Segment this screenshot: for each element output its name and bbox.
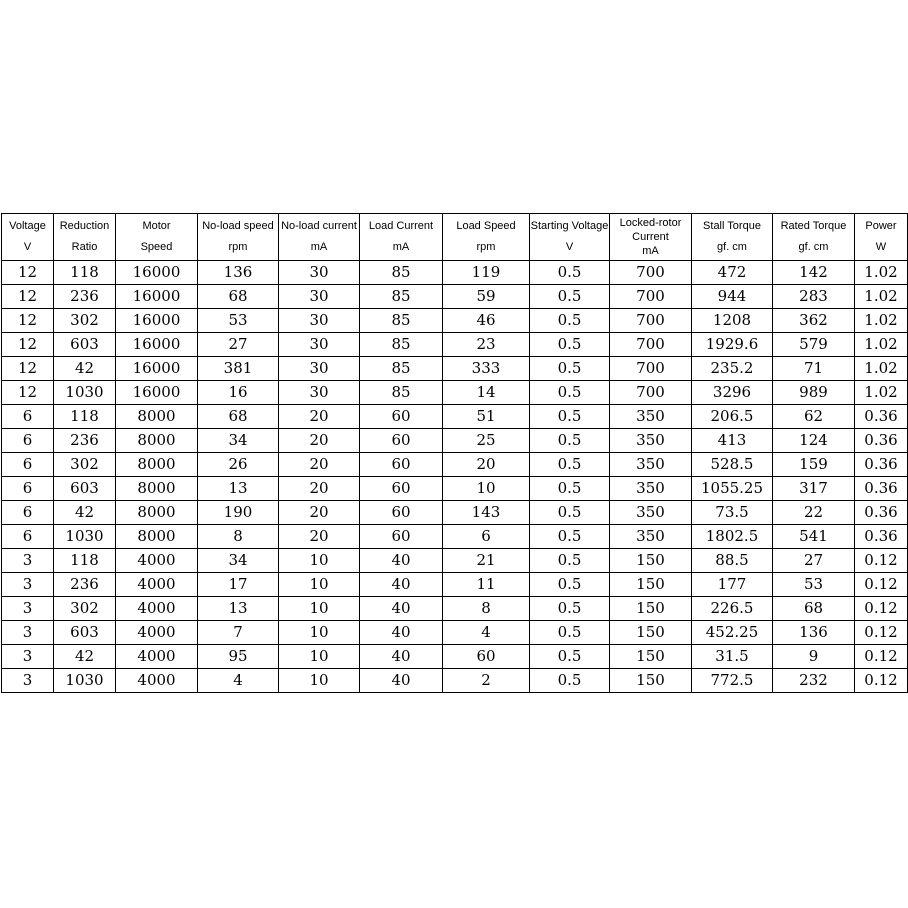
column-header-line: V	[23, 241, 32, 253]
table-cell: 20	[279, 429, 360, 453]
table-cell: 124	[773, 429, 855, 453]
table-cell: 6	[2, 429, 54, 453]
table-cell: 0.36	[855, 501, 908, 525]
table-cell: 85	[360, 333, 443, 357]
table-cell: 4	[443, 621, 530, 645]
column-header	[443, 214, 530, 261]
column-header-line: Motor	[142, 220, 171, 232]
table-cell: 6	[2, 477, 54, 501]
column-header	[692, 214, 773, 261]
table-cell: 11	[443, 573, 530, 597]
table-cell: 27	[773, 549, 855, 573]
table-cell: 0.12	[855, 669, 908, 693]
column-header-line: mA	[642, 245, 659, 257]
table-cell: 8000	[116, 525, 198, 549]
table-cell: 0.36	[855, 429, 908, 453]
column-header-line: V	[565, 241, 574, 253]
table-cell: 85	[360, 285, 443, 309]
table-cell: 68	[198, 405, 279, 429]
table-cell: 13	[198, 597, 279, 621]
table-cell: 16000	[116, 381, 198, 405]
table-cell: 700	[610, 333, 692, 357]
table-cell: 20	[279, 405, 360, 429]
table-cell: 53	[773, 573, 855, 597]
table-cell: 603	[54, 621, 116, 645]
table-cell: 51	[443, 405, 530, 429]
table-cell: 118	[54, 549, 116, 573]
table-row	[2, 333, 908, 357]
table-row	[2, 621, 908, 645]
header-row	[2, 214, 908, 261]
table-cell: 0.36	[855, 405, 908, 429]
table-cell: 40	[360, 621, 443, 645]
table-cell: 1.02	[855, 309, 908, 333]
table-cell: 6	[2, 453, 54, 477]
table-cell: 85	[360, 309, 443, 333]
table-cell: 2	[443, 669, 530, 693]
column-header-line: gf. cm	[717, 241, 747, 253]
column-header-line: Speed	[140, 241, 173, 253]
column-header-line: No-load current	[281, 220, 357, 232]
table-cell: 6	[2, 525, 54, 549]
table-cell: 23	[443, 333, 530, 357]
table-cell: 7	[198, 621, 279, 645]
table-cell: 302	[54, 309, 116, 333]
column-header	[2, 214, 54, 261]
table-cell: 0.5	[530, 501, 610, 525]
table-cell: 88.5	[692, 549, 773, 573]
table-cell: 1055.25	[692, 477, 773, 501]
table-cell: 8000	[116, 429, 198, 453]
table-cell: 302	[54, 597, 116, 621]
table-cell: 143	[443, 501, 530, 525]
table-cell: 12	[2, 357, 54, 381]
table-cell: 59	[443, 285, 530, 309]
table-cell: 6	[443, 525, 530, 549]
column-header-line: Power	[865, 220, 897, 232]
column-header-line: Stall Torque	[703, 220, 761, 232]
table-cell: 142	[773, 261, 855, 285]
table-cell: 3	[2, 621, 54, 645]
table-cell: 0.5	[530, 429, 610, 453]
table-cell: 40	[360, 597, 443, 621]
table-cell: 8000	[116, 405, 198, 429]
table-cell: 989	[773, 381, 855, 405]
column-header	[855, 214, 908, 261]
table-cell: 317	[773, 477, 855, 501]
column-header-line: Starting Voltage	[530, 220, 609, 232]
column-header-line: Rated Torque	[780, 220, 847, 232]
table-cell: 95	[198, 645, 279, 669]
table-cell: 85	[360, 357, 443, 381]
table-cell: 350	[610, 405, 692, 429]
table-cell: 3	[2, 549, 54, 573]
table-cell: 4000	[116, 549, 198, 573]
table-cell: 16	[198, 381, 279, 405]
table-cell: 150	[610, 645, 692, 669]
table-cell: 232	[773, 669, 855, 693]
table-cell: 603	[54, 477, 116, 501]
table-cell: 118	[54, 405, 116, 429]
table-cell: 40	[360, 645, 443, 669]
table-cell: 236	[54, 573, 116, 597]
table-cell: 10	[279, 573, 360, 597]
table-cell: 30	[279, 357, 360, 381]
table-cell: 177	[692, 573, 773, 597]
table-cell: 0.5	[530, 645, 610, 669]
column-header	[360, 214, 443, 261]
table-cell: 700	[610, 285, 692, 309]
table-cell: 6	[2, 405, 54, 429]
table-cell: 472	[692, 261, 773, 285]
table-cell: 413	[692, 429, 773, 453]
table-cell: 8000	[116, 453, 198, 477]
table-row	[2, 381, 908, 405]
table-cell: 16000	[116, 285, 198, 309]
table-cell: 25	[443, 429, 530, 453]
table-cell: 10	[279, 549, 360, 573]
column-header-line: gf. cm	[798, 241, 829, 253]
table-cell: 4	[198, 669, 279, 693]
table-cell: 118	[54, 261, 116, 285]
table-cell: 350	[610, 453, 692, 477]
table-cell: 10	[279, 645, 360, 669]
table-cell: 62	[773, 405, 855, 429]
table-cell: 20	[279, 477, 360, 501]
table-cell: 700	[610, 357, 692, 381]
table-cell: 362	[773, 309, 855, 333]
table-cell: 235.2	[692, 357, 773, 381]
table-cell: 700	[610, 309, 692, 333]
table-cell: 0.5	[530, 621, 610, 645]
column-header-line: rpm	[228, 241, 248, 253]
table-cell: 236	[54, 429, 116, 453]
table-cell: 12	[2, 309, 54, 333]
table-cell: 20	[443, 453, 530, 477]
table-cell: 4000	[116, 621, 198, 645]
table-cell: 8	[443, 597, 530, 621]
table-cell: 1.02	[855, 285, 908, 309]
table-cell: 119	[443, 261, 530, 285]
table-cell: 10	[279, 597, 360, 621]
table-cell: 0.5	[530, 597, 610, 621]
motor-spec-table	[1, 213, 908, 693]
table-cell: 68	[773, 597, 855, 621]
table-cell: 0.5	[530, 261, 610, 285]
table-row	[2, 501, 908, 525]
table-cell: 21	[443, 549, 530, 573]
table-row	[2, 477, 908, 501]
table-cell: 0.5	[530, 333, 610, 357]
table-cell: 3	[2, 597, 54, 621]
table-cell: 302	[54, 453, 116, 477]
column-header	[116, 214, 198, 261]
table-cell: 0.5	[530, 381, 610, 405]
table-cell: 1929.6	[692, 333, 773, 357]
table-cell: 0.5	[530, 405, 610, 429]
table-cell: 190	[198, 501, 279, 525]
table-cell: 12	[2, 333, 54, 357]
table-cell: 0.5	[530, 453, 610, 477]
table-row	[2, 573, 908, 597]
table-cell: 16000	[116, 261, 198, 285]
table-cell: 944	[692, 285, 773, 309]
table-row	[2, 285, 908, 309]
column-header-line: Ratio	[71, 241, 98, 253]
table-cell: 150	[610, 669, 692, 693]
table-cell: 0.5	[530, 549, 610, 573]
table-cell: 20	[279, 453, 360, 477]
table-cell: 226.5	[692, 597, 773, 621]
table-cell: 0.5	[530, 357, 610, 381]
table-cell: 0.36	[855, 477, 908, 501]
table-cell: 30	[279, 285, 360, 309]
table-body	[2, 261, 908, 693]
table-cell: 0.5	[530, 669, 610, 693]
table-cell: 85	[360, 381, 443, 405]
column-header	[54, 214, 116, 261]
table-cell: 40	[360, 573, 443, 597]
table-cell: 16000	[116, 357, 198, 381]
table-cell: 350	[610, 525, 692, 549]
table-row	[2, 549, 908, 573]
table-cell: 53	[198, 309, 279, 333]
table-cell: 236	[54, 285, 116, 309]
table-cell: 6	[2, 501, 54, 525]
column-header-line: rpm	[476, 241, 496, 253]
table-cell: 1030	[54, 381, 116, 405]
table-cell: 42	[54, 357, 116, 381]
table-cell: 579	[773, 333, 855, 357]
column-header-line: No-load speed	[202, 220, 274, 232]
table-cell: 1.02	[855, 357, 908, 381]
table-cell: 8	[198, 525, 279, 549]
table-cell: 4000	[116, 669, 198, 693]
table-cell: 206.5	[692, 405, 773, 429]
table-row	[2, 405, 908, 429]
table-cell: 30	[279, 309, 360, 333]
table-cell: 0.12	[855, 597, 908, 621]
table-cell: 3	[2, 669, 54, 693]
table-cell: 22	[773, 501, 855, 525]
table-cell: 68	[198, 285, 279, 309]
table-row	[2, 309, 908, 333]
table-cell: 150	[610, 597, 692, 621]
table-cell: 1.02	[855, 381, 908, 405]
table-cell: 42	[54, 645, 116, 669]
table-cell: 1030	[54, 669, 116, 693]
table-cell: 9	[773, 645, 855, 669]
table-cell: 30	[279, 261, 360, 285]
table-cell: 31.5	[692, 645, 773, 669]
table-cell: 0.5	[530, 525, 610, 549]
table-cell: 136	[198, 261, 279, 285]
table-cell: 1.02	[855, 261, 908, 285]
table-cell: 4000	[116, 573, 198, 597]
table-cell: 0.36	[855, 525, 908, 549]
table-cell: 4000	[116, 597, 198, 621]
table-cell: 13	[198, 477, 279, 501]
table-cell: 26	[198, 453, 279, 477]
table-cell: 17	[198, 573, 279, 597]
table-row	[2, 597, 908, 621]
table-row	[2, 357, 908, 381]
column-header-line: Reduction	[59, 220, 110, 232]
table-cell: 1208	[692, 309, 773, 333]
column-header	[610, 214, 692, 261]
table-cell: 20	[279, 525, 360, 549]
table-cell: 150	[610, 549, 692, 573]
column-header	[279, 214, 360, 261]
table-row	[2, 669, 908, 693]
table-cell: 1802.5	[692, 525, 773, 549]
column-header-line: Locked-rotor	[619, 217, 682, 229]
table-cell: 73.5	[692, 501, 773, 525]
table-cell: 85	[360, 261, 443, 285]
table-cell: 3	[2, 645, 54, 669]
table-cell: 60	[360, 525, 443, 549]
table-cell: 528.5	[692, 453, 773, 477]
table-cell: 159	[773, 453, 855, 477]
table-cell: 381	[198, 357, 279, 381]
table-cell: 1.02	[855, 333, 908, 357]
table-cell: 30	[279, 333, 360, 357]
table-cell: 772.5	[692, 669, 773, 693]
table-cell: 700	[610, 261, 692, 285]
table-row	[2, 453, 908, 477]
table-cell: 1030	[54, 525, 116, 549]
table-cell: 34	[198, 549, 279, 573]
table-cell: 10	[279, 621, 360, 645]
table-row	[2, 525, 908, 549]
table-cell: 350	[610, 501, 692, 525]
column-header	[530, 214, 610, 261]
table-cell: 10	[279, 669, 360, 693]
table-cell: 27	[198, 333, 279, 357]
table-cell: 0.36	[855, 453, 908, 477]
table-cell: 541	[773, 525, 855, 549]
table-cell: 12	[2, 381, 54, 405]
column-header-line: mA	[310, 241, 328, 253]
table-cell: 150	[610, 573, 692, 597]
table-cell: 20	[279, 501, 360, 525]
table-cell: 40	[360, 549, 443, 573]
table-cell: 14	[443, 381, 530, 405]
column-header-line: Load Speed	[456, 220, 516, 232]
column-header-line: Current	[632, 231, 669, 243]
column-header	[773, 214, 855, 261]
table-cell: 40	[360, 669, 443, 693]
table-row	[2, 261, 908, 285]
table-cell: 150	[610, 621, 692, 645]
table-cell: 60	[360, 429, 443, 453]
table-row	[2, 645, 908, 669]
column-header-line: mA	[392, 241, 410, 253]
table-cell: 350	[610, 429, 692, 453]
table-cell: 603	[54, 333, 116, 357]
table-cell: 46	[443, 309, 530, 333]
table-cell: 71	[773, 357, 855, 381]
table-cell: 34	[198, 429, 279, 453]
table-cell: 452.25	[692, 621, 773, 645]
table-cell: 0.5	[530, 477, 610, 501]
table-cell: 0.5	[530, 309, 610, 333]
table-cell: 60	[360, 477, 443, 501]
table-cell: 60	[360, 453, 443, 477]
table-cell: 4000	[116, 645, 198, 669]
table-cell: 60	[360, 405, 443, 429]
table-cell: 3	[2, 573, 54, 597]
table-cell: 350	[610, 477, 692, 501]
column-header	[198, 214, 279, 261]
column-header-line: W	[875, 241, 887, 253]
table-cell: 8000	[116, 477, 198, 501]
table-cell: 16000	[116, 309, 198, 333]
column-header-line: Voltage	[9, 220, 46, 232]
table-cell: 3296	[692, 381, 773, 405]
column-header-line: Load Current	[368, 220, 434, 232]
table-cell: 30	[279, 381, 360, 405]
table-cell: 700	[610, 381, 692, 405]
table-cell: 60	[443, 645, 530, 669]
table-cell: 283	[773, 285, 855, 309]
table-cell: 0.5	[530, 285, 610, 309]
table-cell: 60	[360, 501, 443, 525]
table-cell: 0.12	[855, 573, 908, 597]
table-cell: 0.12	[855, 621, 908, 645]
table-cell: 0.12	[855, 549, 908, 573]
table-cell: 12	[2, 285, 54, 309]
table-cell: 10	[443, 477, 530, 501]
table-cell: 0.5	[530, 573, 610, 597]
table-cell: 42	[54, 501, 116, 525]
table-cell: 16000	[116, 333, 198, 357]
table-cell: 136	[773, 621, 855, 645]
table-cell: 8000	[116, 501, 198, 525]
table-cell: 12	[2, 261, 54, 285]
table-cell: 0.12	[855, 645, 908, 669]
table-cell: 333	[443, 357, 530, 381]
table-row	[2, 429, 908, 453]
